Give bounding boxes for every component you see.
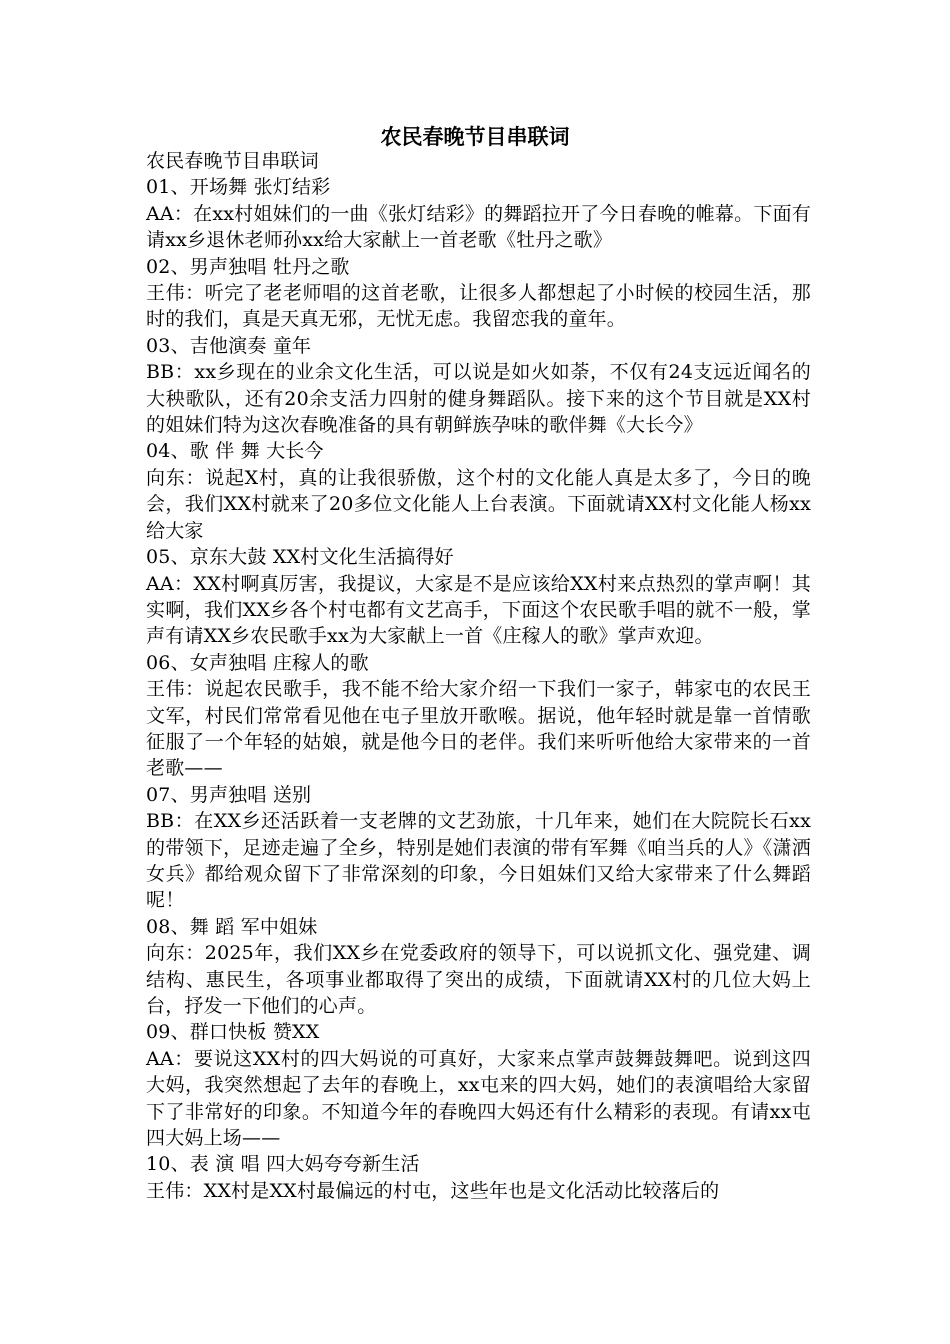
program-heading: 02、男声独唱 牡丹之歌 [146,255,350,278]
paragraph: 农民春晚节目串联词 [146,150,319,172]
program-heading: 06、女声独唱 庄稼人的歌 [146,651,369,674]
paragraph: 王伟：XX村是XX村最偏远的村屯，这些年也是文化活动比较落后的 [146,1179,720,1202]
document-body [146,148,811,1204]
paragraph: AA：在xx村姐妹们的一曲《张灯结彩》的舞蹈拉开了今日春晚的帷幕。下面有请xx乡退休老师孙xx给大家献上一首老歌《牡丹之歌》 [146,202,811,252]
program-heading: 01、开场舞 张灯结彩 [146,176,331,199]
program-heading: 08、舞 蹈 军中姐妹 [146,915,318,938]
paragraph: BB：xx乡现在的业余文化生活，可以说是如火如荼，不仅有24支远近闻名的大秧歌队，还有20余支活力四射的健身舞蹈队。接下来的这个节目就是XX村的姐妹们特为这次春晚准备的具有朝鲜族孕味的歌伴舞《大长今》 [146,361,811,437]
paragraph: 向东：说起X村，真的让我很骄傲，这个村的文化能人真是太多了，今日的晚会，我们XX村就来了20多位文化能人上台表演。下面就请XX村文化能人杨xx给大家 [146,466,811,542]
program-heading: 03、吉他演奏 童年 [146,334,312,357]
paragraph: BB：在XX乡还活跃着一支老牌的文艺劲旅，十几年来，她们在大院院长石xx的带领下，足迹走遍了全乡，特别是她们表演的带有军舞《咱当兵的人》《潇洒女兵》都给观众留下了非常深刻的印象，今日姐妹们又给大家带来了什么舞蹈呢！ [146,810,811,912]
document-title: 农民春晚节目串联词 [380,124,570,149]
program-heading: 05、京东大鼓 XX村文化生活搞得好 [146,546,454,569]
program-heading: 07、男声独唱 送别 [146,783,312,806]
program-heading: 04、歌 伴 舞 大长今 [146,440,324,463]
paragraph: 王伟：听完了老老师唱的这首老歌，让很多人都想起了小时候的校园生活，那时的我们，真是天真无邪，无忧无虑。我留恋我的童年。 [146,282,811,331]
program-heading: 09、群口快板 赞XX [146,1021,320,1044]
paragraph: 向东：2025年，我们XX乡在党委政府的领导下，可以说抓文化、强党建、调结构、惠民生，各项事业都取得了突出的成绩，下面就请XX村的几位大妈上台，抒发一下他们的心声。 [146,942,811,1017]
paragraph: AA：XX村啊真厉害，我提议，大家是不是应该给XX村来点热烈的掌声啊！其实啊，我们XX乡各个村屯都有文艺高手，下面这个农民歌手唱的就不一般，掌声有请XX乡农民歌手xx为大家献上一首《庄稼人的歌》掌声欢迎。 [146,572,811,648]
program-heading: 10、表 演 唱 四大妈夸夸新生活 [146,1153,420,1176]
paragraph: AA：要说这XX村的四大妈说的可真好，大家来点掌声鼓舞鼓舞吧。说到这四大妈，我突然想起了去年的春晚上，xx屯来的四大妈，她们的表演唱给大家留下了非常好的印象。不知道今年的春晚四大妈还有什么精彩的表现。有请xx屯四大妈上场—— [146,1047,811,1150]
paragraph: 王伟：说起农民歌手，我不能不给大家介绍一下我们一家子，韩家屯的农民王文军，村民们常常看见他在屯子里放开歌喉。据说，他年轻时就是靠一首情歌征服了一个年轻的姑娘，就是他今日的老伴。我们来听听他给大家带来的一首老歌—— [146,678,811,780]
